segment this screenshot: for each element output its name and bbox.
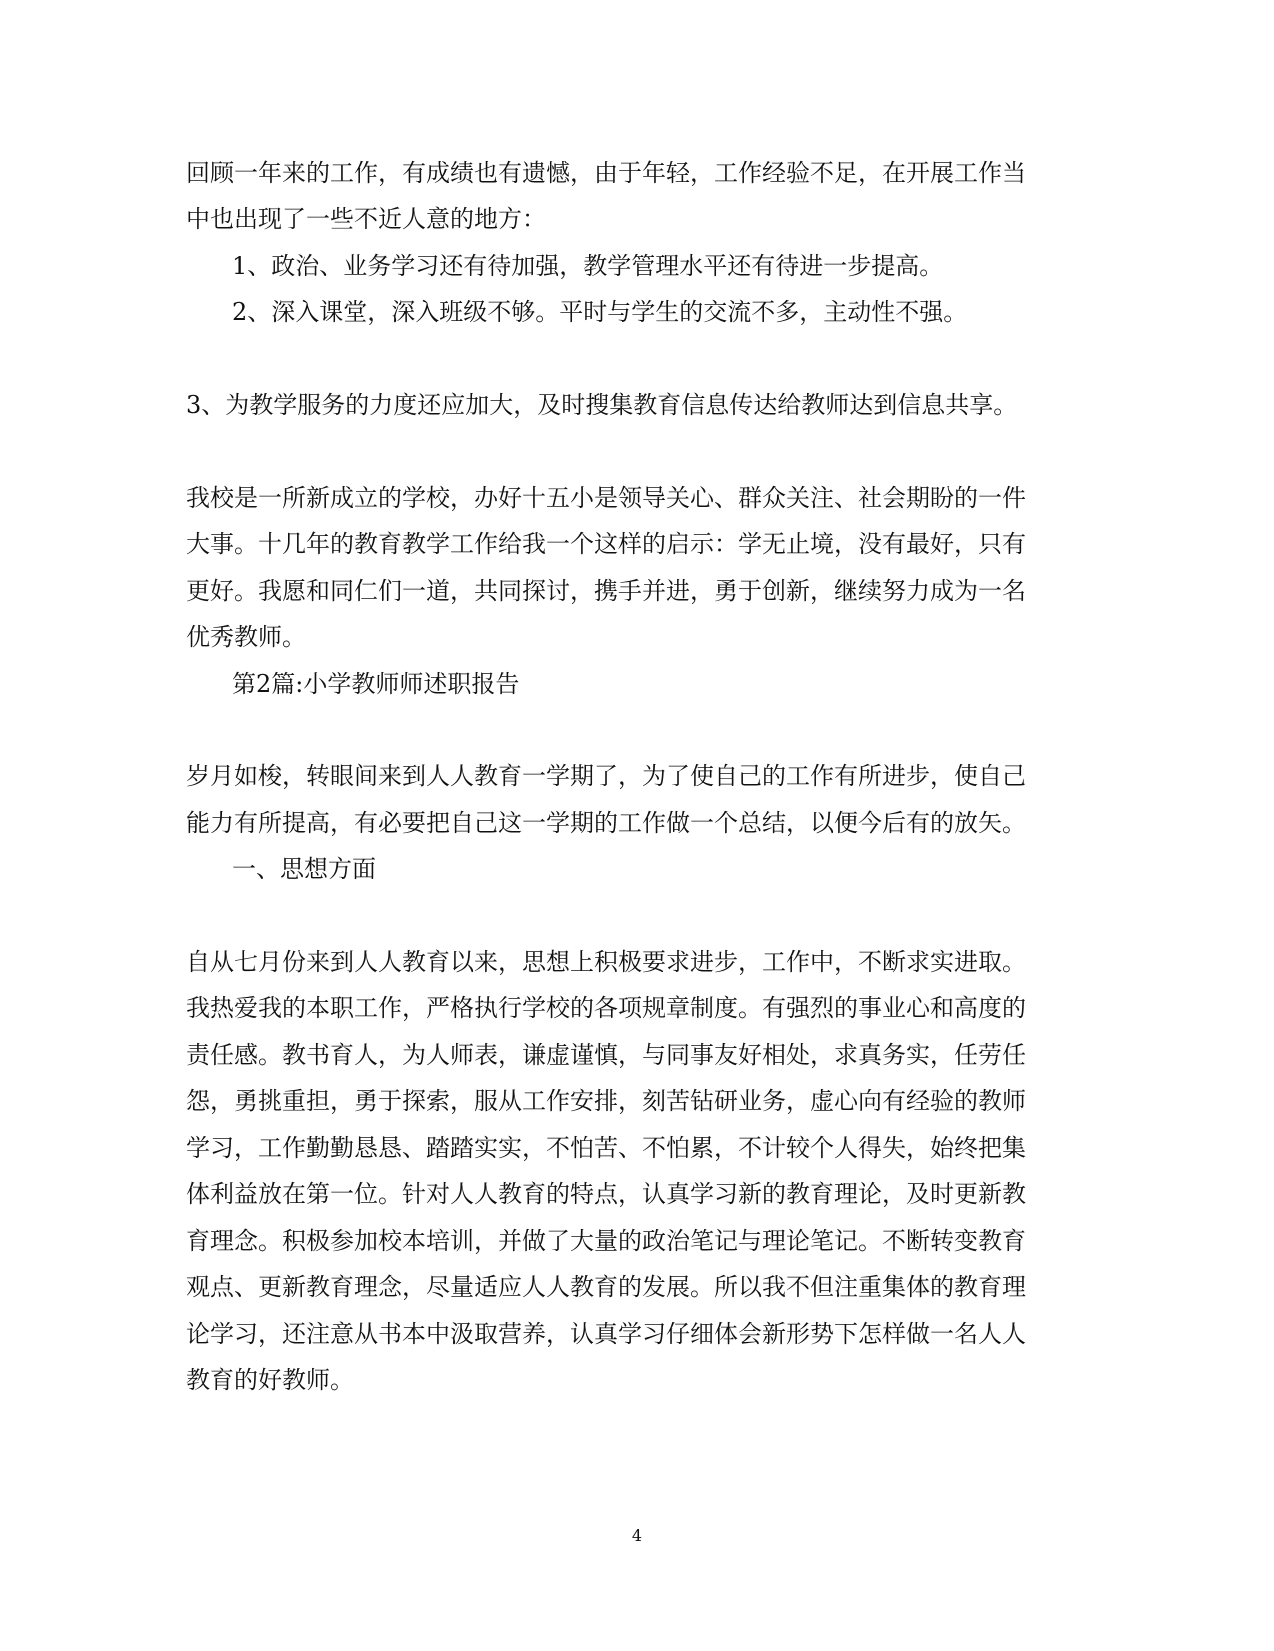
paragraph-line: 体利益放在第一位。针对人人教育的特点，认真学习新的教育理论，及时更新教 [186,1180,1026,1208]
list-item: 1、政治、业务学习还有待加强，教学管理水平还有待进一步提高。 [232,252,944,280]
paragraph-line: 学习，工作勤勤恳恳、踏踏实实，不怕苦、不怕累，不计较个人得失，始终把集 [186,1134,1026,1162]
paragraph-line: 岁月如梭，转眼间来到人人教育一学期了，为了使自己的工作有所进步，使自己 [186,762,1026,790]
section-heading: 第2篇:小学教师师述职报告 [232,670,520,698]
paragraph-line: 论学习，还注意从书本中汲取营养，认真学习仔细体会新形势下怎样做一名人人 [186,1320,1026,1348]
paragraph-line: 我热爱我的本职工作，严格执行学校的各项规章制度。有强烈的事业心和高度的 [186,994,1026,1022]
paragraph-line: 育理念。积极参加校本培训，并做了大量的政治笔记与理论笔记。不断转变教育 [186,1227,1026,1255]
paragraph-line: 优秀教师。 [186,623,306,651]
list-item: 3、为教学服务的力度还应加大，及时搜集教育信息传达给教师达到信息共享。 [186,391,1018,419]
paragraph-line: 自从七月份来到人人教育以来，思想上积极要求进步，工作中，不断求实进取。 [186,948,1026,976]
paragraph-line: 责任感。教书育人，为人师表，谦虚谨慎，与同事友好相处，求真务实，任劳任 [186,1041,1026,1069]
paragraph-line: 中也出现了一些不近人意的地方： [186,205,546,233]
page-number: 4 [631,1526,643,1545]
paragraph-line: 能力有所提高，有必要把自己这一学期的工作做一个总结，以便今后有的放矢。 [186,809,1026,837]
paragraph-line: 更好。我愿和同仁们一道，共同探讨，携手并进，勇于创新，继续努力成为一名 [186,577,1026,605]
paragraph-line: 我校是一所新成立的学校，办好十五小是领导关心、群众关注、社会期盼的一件 [186,484,1026,512]
paragraph-line: 大事。十几年的教育教学工作给我一个这样的启示：学无止境，没有最好，只有 [186,530,1026,558]
section-heading: 一、思想方面 [232,855,376,883]
paragraph-line: 怨，勇挑重担，勇于探索，服从工作安排，刻苦钻研业务，虚心向有经验的教师 [186,1087,1026,1115]
list-item: 2、深入课堂，深入班级不够。平时与学生的交流不多，主动性不强。 [232,298,968,326]
paragraph-line: 回顾一年来的工作，有成绩也有遗憾，由于年轻，工作经验不足，在开展工作当 [186,159,1026,187]
paragraph-line: 教育的好教师。 [186,1366,354,1394]
paragraph-line: 观点、更新教育理念，尽量适应人人教育的发展。所以我不但注重集体的教育理 [186,1273,1026,1301]
